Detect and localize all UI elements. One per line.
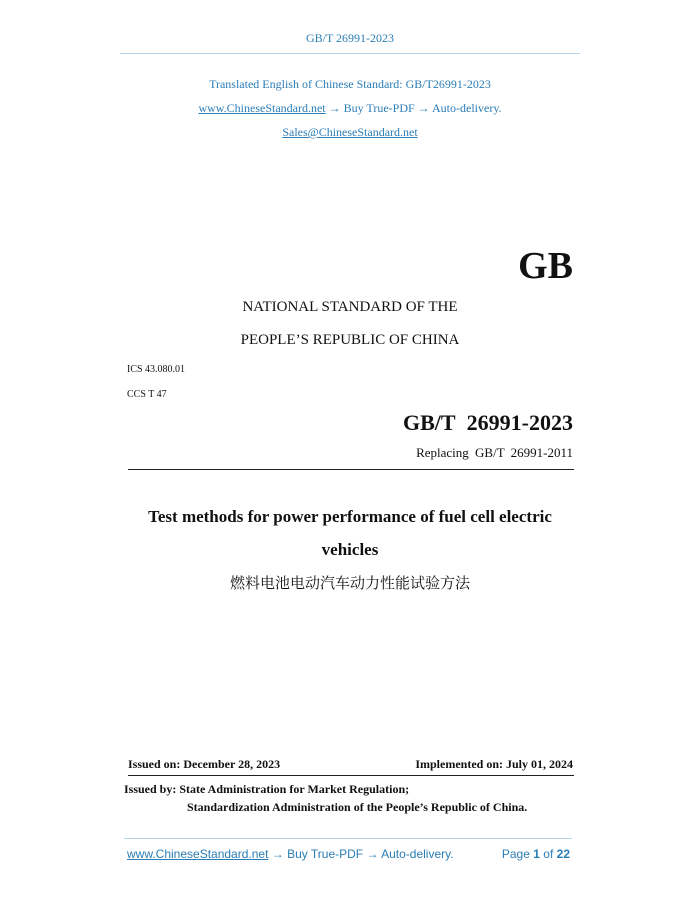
translation-notice: Translated English of Chinese Standard: GB/T26991-2023 <box>209 77 491 91</box>
purchase-line <box>0 101 700 116</box>
ccs-code: CCS T 47 <box>127 389 167 400</box>
issued-on-date: Issued on: December 28, 2023 <box>128 757 281 771</box>
national-standard-line2: PEOPLE’S REPUBLIC OF CHINA <box>240 332 460 348</box>
chinese-title: 燃料电池电动汽车动力性能试验方法 <box>229 574 470 592</box>
issued-by-line1: Issued by: State Administration for Market Regulation; <box>124 782 410 796</box>
email-line <box>0 125 700 140</box>
page-current: 1 <box>533 847 540 861</box>
header-divider <box>120 53 580 54</box>
footer-purchase-line <box>127 847 454 861</box>
issued-by-line2: Standardization Administration of the People’s Republic of China. <box>187 800 528 814</box>
footer-site-link[interactable]: www.ChineseStandard.net <box>127 847 269 861</box>
page-label: Page <box>501 847 530 861</box>
footer-divider <box>124 838 572 839</box>
gb-mark: GB <box>518 245 573 287</box>
english-title-line1: Test methods for power performance of fuel cell electric <box>148 507 552 526</box>
footer-purchase-text: → Buy True-PDF → Auto-delivery. <box>268 847 454 861</box>
page-total: 22 <box>556 847 570 861</box>
purchase-text: → Buy True-PDF → Auto-delivery. <box>325 101 502 115</box>
implemented-on-date: Implemented on: July 01, 2024 <box>415 757 573 771</box>
standard-number: GB/T 26991-2023 <box>402 410 573 435</box>
email-link[interactable]: Sales@ChineseStandard.net <box>282 125 418 139</box>
replacing-note: Replacing GB/T 26991-2011 <box>416 445 573 460</box>
page-of: of <box>543 847 554 861</box>
english-title-line2: vehicles <box>321 540 379 559</box>
national-standard-line1: NATIONAL STANDARD OF THE <box>242 299 458 315</box>
site-link[interactable]: www.ChineseStandard.net <box>198 101 326 115</box>
header-rule-thick <box>128 469 574 470</box>
page-indicator <box>502 847 570 861</box>
running-header: GB/T 26991-2023 <box>305 31 395 45</box>
ics-code: ICS 43.080.01 <box>127 364 186 375</box>
dates-rule <box>128 775 574 776</box>
